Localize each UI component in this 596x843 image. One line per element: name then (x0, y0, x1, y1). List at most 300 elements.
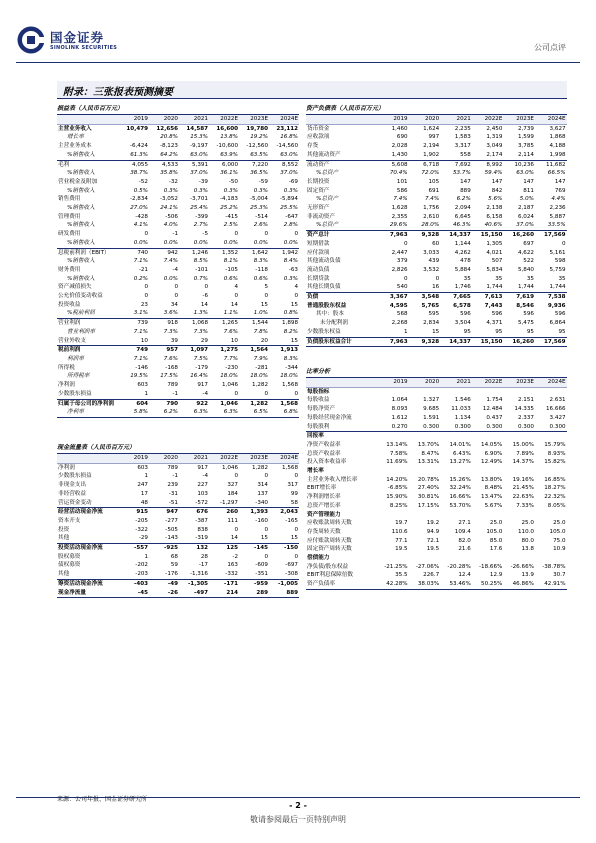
cell-value: -45 (119, 589, 149, 598)
cell-value: 3,317 (454, 143, 471, 150)
cell-value: 7,963 (389, 232, 408, 239)
row-label: 净资产收益率 (307, 441, 341, 448)
cell-value: 598 (554, 258, 566, 265)
cell-value: 0 (204, 284, 208, 291)
year-header: 2021 (179, 454, 209, 463)
cell-value: 110.0 (517, 528, 534, 535)
cell-value: 889 (269, 589, 299, 598)
cell-value: 740 (137, 249, 148, 256)
table-row (306, 337, 567, 347)
row-label: 负债股东权益合计 (306, 337, 377, 347)
cell-value: 25.0 (521, 520, 534, 527)
cell-value: -14,560 (276, 143, 298, 150)
table-row (57, 221, 299, 230)
year-header-row (57, 454, 299, 463)
cell-value: 0.300 (472, 423, 504, 432)
cell-value: 1,568 (281, 464, 298, 471)
table-row (57, 589, 299, 598)
cell-value: 540 (377, 283, 409, 292)
cell-value: 0.3% (283, 187, 298, 194)
cell-value: 603 (137, 464, 148, 471)
cell-value: -150 (284, 545, 298, 552)
cell-value: 58 (269, 499, 299, 508)
cell-value: 35 (558, 275, 566, 282)
cell-value: 132 (196, 545, 208, 552)
cell-value: 314 (257, 482, 268, 489)
cell-value: 0 (264, 231, 268, 238)
cell-value: 8.3% (283, 355, 298, 362)
cell-value: 36.5% (250, 170, 268, 177)
year-header: 2022E (472, 378, 504, 387)
row-label: 非现金支出 (58, 482, 86, 489)
cell-value: 64.2% (149, 151, 179, 160)
cell-value: 1,319 (486, 134, 503, 141)
cell-value: 2,834 (423, 320, 440, 327)
cell-value: -4 (202, 473, 208, 480)
cell-value: 790 (166, 400, 178, 407)
cell-value: 7.3% (163, 328, 178, 335)
cell-value: 1 (119, 390, 149, 399)
cell-value: 15,150 (480, 232, 503, 239)
row-label: 净利润增长率 (307, 494, 341, 501)
cell-value: 0.7% (193, 275, 208, 282)
cell-value: 0.5% (133, 187, 148, 194)
cell-value: 15.82% (544, 459, 566, 466)
table-row (306, 257, 567, 266)
row-label: 增长率 (67, 134, 84, 141)
cell-value: 6.5% (239, 408, 269, 417)
cell-value: 9,936 (547, 302, 566, 309)
cell-value: 15.3% (190, 134, 208, 141)
row-label: 增长率 (307, 468, 324, 475)
cell-value: 1.3% (179, 309, 209, 318)
row-label: 流动资产 (307, 161, 330, 168)
cell-value: 12.9 (489, 572, 503, 579)
row-label: 净利润 (58, 464, 75, 471)
row-label: 营业税金及附加 (58, 178, 98, 185)
cell-value: 1 (144, 553, 148, 560)
cell-value: -4 (172, 266, 178, 273)
cash-flow-statement (57, 442, 299, 598)
cell-value: 63.5% (239, 151, 269, 160)
cell-value: 586 (396, 187, 408, 194)
cell-value: 17,569 (543, 232, 566, 239)
cell-value: 19.5 (395, 546, 408, 553)
cell-value: 15 (239, 534, 269, 543)
cell-value: 5.67% (484, 502, 503, 509)
cell-value: 21.45% (512, 485, 534, 492)
cell-value: 6.90% (484, 450, 503, 457)
cell-value: 11,682 (545, 161, 566, 168)
cell-value: 63.0% (179, 151, 209, 160)
year-header: 2020 (149, 454, 179, 463)
row-label: 未分配利润 (320, 320, 348, 327)
cell-value: 48 (119, 499, 149, 508)
cell-value: 1,144 (454, 240, 471, 247)
cell-value: 2,114 (503, 151, 535, 160)
table-row (306, 195, 567, 204)
table-row (57, 275, 299, 284)
cell-value: 697 (523, 240, 534, 247)
table-row (306, 169, 567, 178)
cell-value: 789 (167, 382, 178, 389)
cell-value: -146 (135, 364, 148, 371)
cell-value: -59 (258, 178, 268, 185)
cell-value: -8,123 (159, 143, 178, 150)
cell-value: -21.25% (384, 563, 408, 570)
table-row (306, 511, 567, 520)
cell-value: 18.0% (220, 373, 238, 380)
cell-value: 94.9 (426, 528, 440, 535)
cell-value: -145 (254, 545, 268, 552)
cell-value: 72.1 (426, 537, 440, 544)
cell-value: 25.0 (489, 520, 503, 527)
cell-value: 101 (396, 178, 408, 185)
row-label: 偿债能力 (307, 555, 330, 562)
year-header: 2023E (239, 454, 269, 463)
cell-value: 0 (435, 275, 440, 282)
section-title: 资产负债表（人民币百万元） (306, 103, 567, 115)
cell-value: 260 (226, 509, 238, 516)
cell-value: 568 (396, 311, 408, 318)
table-row (57, 230, 299, 239)
cell-value: -332 (209, 570, 239, 579)
cell-value: 3.1% (119, 309, 149, 318)
header-blank (57, 115, 119, 124)
cell-value: 1.064 (391, 397, 408, 404)
table-row (57, 292, 299, 301)
cell-value: 4.4% (551, 196, 566, 203)
cell-value: 0.3% (163, 187, 178, 194)
cell-value: 1,744 (503, 283, 535, 292)
table-row (57, 151, 299, 160)
cell-value: 35 (526, 275, 534, 282)
cell-value: 1.0% (239, 309, 269, 318)
cell-value: 1,282 (251, 382, 268, 389)
financial-table (306, 378, 567, 590)
cell-value: 17.5% (160, 373, 178, 380)
cell-value: 137 (257, 490, 268, 497)
cell-value: -281 (255, 364, 268, 371)
row-label: 投资活动现金净流 (58, 545, 103, 552)
header-blank (57, 454, 119, 463)
cell-value: 7,613 (484, 294, 503, 301)
cell-value: -29 (119, 534, 149, 543)
section-title: 现金流量表（人民币百万元） (57, 442, 299, 454)
table-row (57, 526, 299, 535)
table-row (57, 133, 299, 142)
row-label: 营业利润率 (67, 328, 95, 335)
cell-value: 9,328 (421, 232, 440, 239)
cell-value: -143 (149, 534, 179, 543)
cell-value: 0 (294, 293, 298, 300)
year-header: 2021 (440, 378, 472, 387)
cell-value: 15.90% (386, 494, 408, 501)
cell-value: 6.2% (149, 408, 179, 417)
cell-value: 10,479 (126, 125, 148, 132)
cell-value (503, 554, 535, 563)
row-label: 资产减值损失 (58, 284, 92, 291)
cell-value: 5.0% (519, 196, 534, 203)
cell-value: 21.6 (458, 546, 471, 553)
cell-value: 33.5% (535, 221, 567, 230)
table-row (306, 528, 567, 537)
cell-value: 13.47% (481, 494, 503, 501)
cell-value: 0 (404, 275, 408, 282)
row-label: 少数股东损益 (58, 473, 92, 480)
cell-value: 0.0% (209, 239, 239, 248)
row-label: %销售收入 (67, 170, 95, 177)
cell-value: 0 (264, 526, 268, 533)
cell-value: 0.300 (440, 423, 472, 432)
cell-value: -340 (239, 499, 269, 508)
cell-value: -1,297 (209, 499, 239, 508)
year-header-row (306, 115, 567, 124)
row-label: 其他 (57, 534, 119, 543)
cell-value: 18.27% (544, 485, 566, 492)
cell-value: 1,282 (250, 400, 268, 407)
cell-value (409, 467, 441, 476)
footer-divider (16, 797, 580, 798)
income-statement (57, 103, 299, 418)
cell-value: 11.033 (451, 406, 471, 413)
table-row (57, 266, 299, 275)
cell-value: -10,600 (216, 143, 238, 150)
table-row (306, 441, 567, 450)
cell-value: 53.70% (449, 502, 471, 509)
cell-value: 917 (197, 382, 208, 389)
cell-value: -403 (134, 580, 148, 587)
cell-value: 16,260 (512, 232, 534, 239)
cell-value (440, 387, 472, 396)
cell-value: 6.2% (456, 196, 471, 203)
cell-value: -5,004 (249, 196, 268, 203)
cell-value: 12,656 (156, 125, 178, 132)
table-row (306, 537, 567, 546)
row-label: 其中：股本 (316, 311, 344, 318)
cell-value: -322 (135, 526, 148, 533)
cell-value: 917 (197, 464, 208, 471)
cell-value: 25.5% (280, 205, 298, 212)
cell-value: 18.0% (280, 373, 298, 380)
cell-value: 15 (269, 534, 299, 543)
row-label: 总资产增长率 (307, 502, 341, 509)
cell-value: 30.7 (553, 572, 566, 579)
cell-value: 13.27% (449, 459, 471, 466)
cell-value: -31 (168, 490, 178, 497)
cell-value: 8,992 (486, 161, 503, 168)
cell-value: 1,046 (221, 382, 238, 389)
table-row (306, 571, 567, 580)
cell-value: 61.3% (119, 151, 149, 160)
cell-value: 80.0 (521, 537, 534, 544)
row-label: 货币资金 (307, 125, 330, 132)
section-title: 损益表（人民币百万元） (57, 103, 299, 115)
cell-value (535, 554, 567, 563)
cell-value: 2.631 (549, 397, 566, 404)
disclaimer: 敬请参阅最后一页特别声明 (250, 815, 346, 824)
table-row (57, 481, 299, 490)
cell-value: 105 (428, 178, 440, 185)
table-row (57, 124, 299, 133)
cell-value: 1,097 (190, 347, 208, 354)
cell-value: 16.666 (545, 406, 566, 413)
table-row (57, 490, 299, 499)
cell-value: 603 (137, 382, 148, 389)
row-label: %销售收入 (67, 187, 95, 194)
row-label: 营业外收支 (57, 337, 119, 346)
cell-value: 15 (409, 328, 441, 337)
cell-value: -6 (202, 293, 208, 300)
table-row (57, 364, 299, 373)
row-label: 息税前利润（EBIT） (58, 249, 110, 256)
cell-value: 35.5 (395, 572, 408, 579)
year-header: 2024E (535, 115, 567, 124)
row-label: 所得税 (58, 364, 75, 371)
cell-value: -308 (269, 570, 299, 579)
cell-value: -514 (255, 213, 268, 220)
cell-value: 13.14% (386, 441, 408, 448)
cell-value: 0.0% (269, 239, 299, 248)
cell-value: 1,642 (251, 249, 268, 256)
row-label: 非流动资产 (307, 213, 335, 220)
table-row (306, 124, 567, 133)
cell-value: 9,328 (409, 337, 441, 347)
cell-value: 6,024 (517, 213, 534, 220)
cell-value: 23 (140, 301, 148, 308)
cell-value: 2.6% (253, 222, 268, 229)
cell-value: 5,475 (517, 320, 534, 327)
row-label: 投入资本收益率 (307, 459, 347, 466)
cell-value: 0.300 (503, 423, 535, 432)
row-label: 回报率 (307, 433, 324, 440)
row-label: 总资产收益率 (307, 450, 341, 457)
table-row (57, 142, 299, 151)
ratio-analysis (306, 366, 567, 590)
cell-value: -572 (179, 499, 209, 508)
table-row (57, 579, 299, 588)
cell-value: 3,033 (423, 249, 440, 256)
cell-value: 2,739 (517, 125, 534, 132)
cell-value: 1,246 (191, 249, 208, 256)
cell-value: -165 (285, 517, 298, 524)
cell-value: -1 (172, 473, 178, 480)
row-label: 主营业务成本 (58, 143, 92, 150)
cell-value (119, 133, 149, 142)
cell-value: 37.0% (190, 170, 208, 177)
cell-value: 0.3% (193, 187, 208, 194)
table-row (57, 283, 299, 292)
cell-value: 7.4% (163, 258, 178, 265)
row-label: 销售费用 (58, 196, 81, 203)
cell-value: 0 (209, 390, 239, 399)
cell-value: 27.1 (458, 520, 471, 527)
row-label: 研发费用 (58, 231, 81, 238)
cell-value: 63.0% (269, 151, 299, 160)
cell-value (472, 554, 504, 563)
cell-value: 82.0 (458, 537, 471, 544)
cell-value: -171 (224, 580, 238, 587)
row-label: 资产管理能力 (307, 511, 341, 518)
cell-value: -497 (179, 589, 209, 598)
year-header-row (57, 115, 299, 124)
cell-value: 1.754 (486, 397, 503, 404)
cell-value: 1,275 (220, 347, 238, 354)
cell-value (535, 387, 567, 396)
table-row (306, 458, 567, 467)
table-row (306, 563, 567, 572)
year-header: 2022E (209, 454, 239, 463)
cell-value: 111 (227, 517, 238, 524)
table-row (57, 463, 299, 472)
cell-value: 35.8% (160, 170, 178, 177)
cell-value: 0.0% (149, 239, 179, 248)
cell-value: 0 (174, 293, 178, 300)
row-label: %销售收入 (67, 275, 95, 282)
cell-value: 1,913 (280, 347, 298, 354)
cell-value: 0.437 (486, 414, 503, 421)
cell-value: 13.80% (481, 476, 503, 483)
cell-value: 7.3% (193, 328, 208, 335)
row-label: 筹资活动现金净流 (58, 580, 103, 587)
table-row (57, 553, 299, 562)
cell-value: 811 (523, 187, 534, 194)
cell-value: 4,533 (161, 161, 178, 168)
cell-value: 0 (239, 390, 269, 399)
cell-value: 1,583 (454, 134, 471, 141)
cell-value: 0 (269, 390, 299, 399)
cell-value: -319 (179, 534, 209, 543)
year-header: 2021 (440, 115, 472, 124)
row-label: 应收账款周转天数 (307, 520, 352, 527)
cell-value: 4,262 (454, 249, 471, 256)
cell-value: 3.6% (149, 309, 179, 318)
cell-value: 1,265 (221, 320, 238, 327)
cell-value: 59.4% (484, 170, 503, 177)
cell-value: 1,305 (486, 240, 503, 247)
row-label: 应付款项 (307, 249, 330, 256)
cell-value: 17.6 (489, 546, 503, 553)
cell-value: 1 (144, 473, 148, 480)
cell-value: 36.1% (220, 170, 238, 177)
cell-value: 10,236 (514, 161, 534, 168)
table-row (57, 508, 299, 517)
table-row (306, 221, 567, 230)
cell-value: 22.32% (544, 494, 566, 501)
cell-value: 7,692 (454, 161, 471, 168)
cell-value: 6,718 (423, 161, 440, 168)
row-label: 长期投资 (307, 178, 330, 185)
cell-value (440, 511, 472, 520)
table-row (57, 301, 299, 310)
table-row (306, 580, 567, 589)
cell-value: 2,610 (423, 213, 440, 220)
cell-value: 4,622 (517, 249, 534, 256)
cell-value: 17 (140, 490, 148, 497)
cell-value: -105 (225, 266, 238, 273)
cell-value: 7.7% (223, 355, 238, 362)
cell-value: -505 (165, 526, 178, 533)
row-label: EBIT利息保障倍数 (307, 572, 354, 579)
table-row (306, 554, 567, 563)
cell-value: -51 (149, 499, 179, 508)
cell-value: 14.01% (449, 441, 471, 448)
table-row (306, 275, 567, 284)
cell-value (472, 511, 504, 520)
section-title: 比率分析 (306, 366, 567, 378)
cell-value: 7.89% (516, 450, 534, 457)
row-label: 投资收益 (58, 301, 81, 308)
